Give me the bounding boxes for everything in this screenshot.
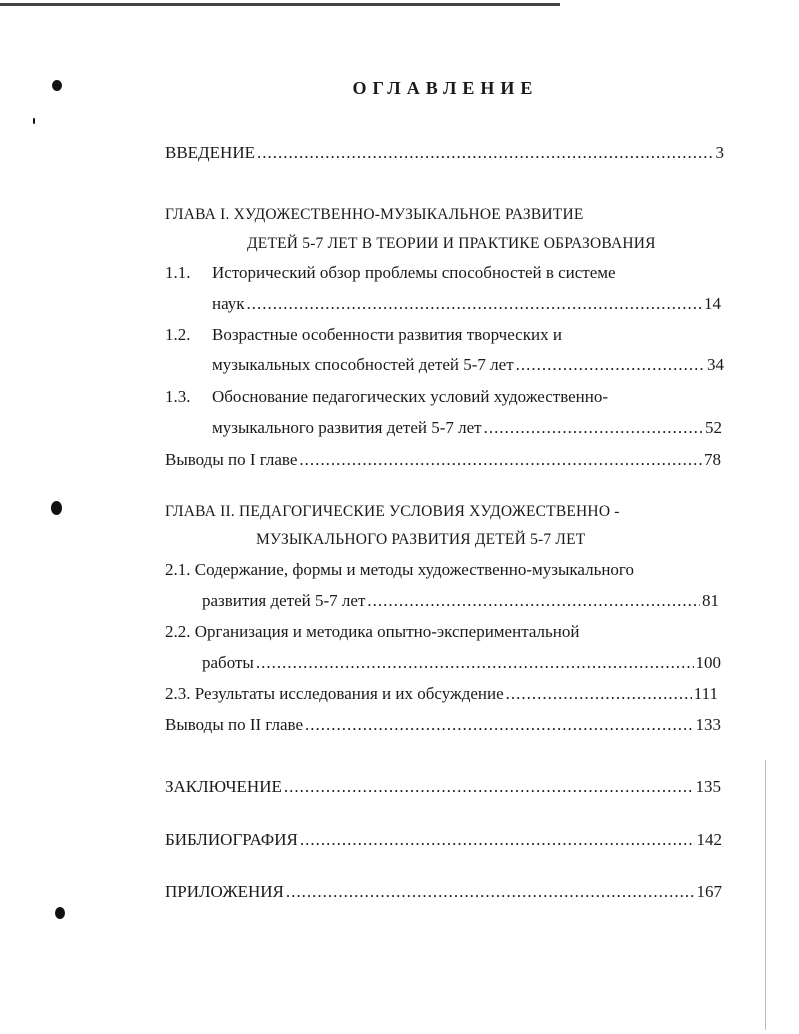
toc-entry-label: наук xyxy=(212,294,245,313)
toc-section-2-2-title[interactable]: 2.2. Организация и методика опытно-экспериментальной xyxy=(165,622,580,641)
toc-entry-conclusions-1[interactable] xyxy=(165,449,721,471)
dot-leader xyxy=(299,449,702,471)
toc-section-2-3[interactable] xyxy=(165,683,718,705)
toc-page-number: 111 xyxy=(693,684,718,703)
toc-entry-label: музыкальных способностей детей 5-7 лет xyxy=(212,355,514,374)
toc-entry-label: Выводы по II главе xyxy=(165,715,304,734)
toc-page-number: 52 xyxy=(705,418,722,437)
toc-entry-label: Выводы по I главе xyxy=(165,450,298,469)
chapter-heading-1-cont: ДЕТЕЙ 5-7 ЛЕТ В ТЕОРИИ И ПРАКТИКЕ ОБРАЗОВАНИЯ xyxy=(247,235,656,252)
toc-page-number: 14 xyxy=(704,294,721,313)
toc-page-number: 142 xyxy=(696,830,722,849)
toc-section-1-2-number: 1.2. xyxy=(165,325,191,344)
toc-entry-appendices[interactable] xyxy=(165,881,722,903)
toc-entry-label: БИБЛИОГРАФИЯ xyxy=(165,830,298,849)
punch-hole-mark xyxy=(51,501,62,515)
toc-section-2-2-cont[interactable] xyxy=(202,652,721,674)
dot-leader xyxy=(284,776,694,798)
toc-section-1-2-cont[interactable] xyxy=(212,354,724,376)
toc-entry-label: музыкального развития детей 5-7 лет xyxy=(212,418,482,437)
toc-page-number: 133 xyxy=(695,715,721,734)
toc-section-1-1-cont[interactable] xyxy=(212,293,721,315)
toc-section-1-1-title[interactable]: Исторический обзор проблемы способностей в системе xyxy=(212,263,616,282)
toc-page-number: 34 xyxy=(707,355,724,374)
dot-leader xyxy=(506,683,692,705)
dot-leader xyxy=(256,652,694,674)
toc-section-2-1-cont[interactable] xyxy=(202,590,719,612)
scan-top-edge xyxy=(0,3,560,6)
dot-leader xyxy=(516,354,705,376)
toc-section-1-3-title[interactable]: Обоснование педагогических условий художественно- xyxy=(212,387,609,406)
chapter-heading-2-cont: МУЗЫКАЛЬНОГО РАЗВИТИЯ ДЕТЕЙ 5-7 ЛЕТ xyxy=(256,531,586,548)
toc-section-1-3-number: 1.3. xyxy=(165,387,191,406)
punch-hole-mark xyxy=(55,907,65,919)
dot-leader xyxy=(367,590,700,612)
toc-page-number: 135 xyxy=(695,777,721,796)
toc-page-number: 3 xyxy=(715,143,724,162)
toc-entry-intro[interactable] xyxy=(165,142,724,164)
toc-entry-label: ПРИЛОЖЕНИЯ xyxy=(165,882,284,901)
toc-entry-label: ЗАКЛЮЧЕНИЕ xyxy=(165,777,282,796)
dot-leader xyxy=(286,881,695,903)
toc-page-number: 167 xyxy=(696,882,722,901)
dot-leader xyxy=(300,829,695,851)
toc-page-number: 78 xyxy=(704,450,721,469)
toc-entry-conclusion[interactable] xyxy=(165,776,721,798)
chapter-heading-1: ГЛАВА I. ХУДОЖЕСТВЕННО-МУЗЫКАЛЬНОЕ РАЗВИТИЕ xyxy=(165,206,584,223)
toc-entry-label: работы xyxy=(202,653,254,672)
toc-entry-label: ВВЕДЕНИЕ xyxy=(165,143,255,162)
toc-section-1-3-cont[interactable] xyxy=(212,417,722,439)
scan-speck xyxy=(33,118,35,124)
toc-entry-conclusions-2[interactable] xyxy=(165,714,721,736)
scan-right-edge xyxy=(765,760,766,1030)
toc-page-number: 100 xyxy=(695,653,721,672)
dot-leader xyxy=(257,142,714,164)
dot-leader xyxy=(305,714,693,736)
toc-section-1-1-number: 1.1. xyxy=(165,263,191,282)
dot-leader xyxy=(247,293,702,315)
dot-leader xyxy=(484,417,703,439)
toc-entry-label: 2.3. Результаты исследования и их обсуждение xyxy=(165,684,504,703)
toc-page-number: 81 xyxy=(702,591,719,610)
toc-section-2-1-title[interactable]: 2.1. Содержание, формы и методы художественно-музыкального xyxy=(165,560,634,579)
toc-entry-bibliography[interactable] xyxy=(165,829,722,851)
chapter-heading-2: ГЛАВА II. ПЕДАГОГИЧЕСКИЕ УСЛОВИЯ ХУДОЖЕСТВЕННО - xyxy=(165,503,620,520)
toc-section-1-2-title[interactable]: Возрастные особенности развития творческих и xyxy=(212,325,562,344)
page-title: ОГЛАВЛЕНИЕ xyxy=(352,78,539,98)
toc-entry-label: развития детей 5-7 лет xyxy=(202,591,366,610)
